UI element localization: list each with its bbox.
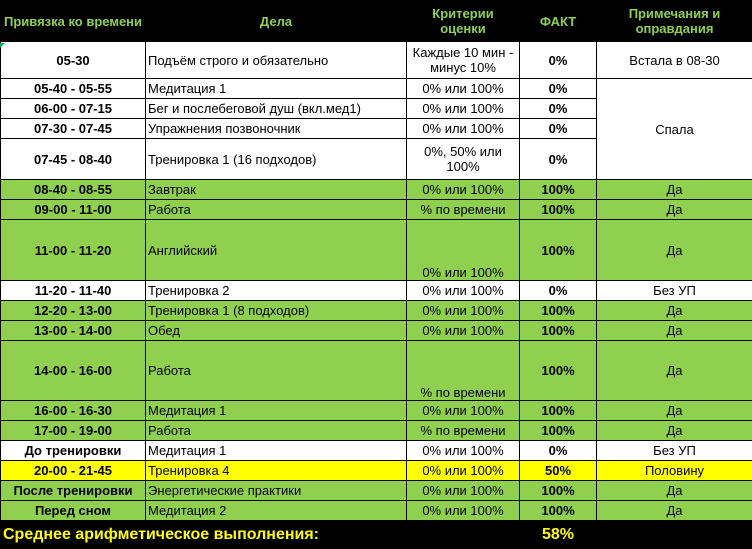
table-row [1, 200, 752, 220]
criteria-cell[interactable]: % по времени [407, 341, 520, 401]
header-row [1, 1, 752, 42]
summary-row [1, 521, 752, 548]
table-row [1, 180, 752, 200]
note-cell[interactable]: Да [597, 481, 752, 501]
time-cell[interactable]: Перед сном [1, 501, 146, 521]
criteria-cell[interactable]: 0% или 100% [407, 220, 520, 281]
task-cell[interactable]: Завтрак [146, 180, 407, 200]
header-fact: ФАКТ [520, 1, 597, 42]
criteria-cell[interactable]: 0% или 100% [407, 99, 520, 119]
time-cell[interactable]: 06-00 - 07-15 [1, 99, 146, 119]
fact-cell[interactable]: 100% [520, 501, 597, 521]
fact-cell[interactable]: 100% [520, 401, 597, 421]
table-row [1, 441, 752, 461]
time-cell[interactable]: 14-00 - 16-00 [1, 341, 146, 401]
note-cell[interactable]: Без УП [597, 441, 752, 461]
fact-cell[interactable]: 100% [520, 481, 597, 501]
criteria-cell[interactable]: % по времени [407, 200, 520, 220]
note-cell[interactable]: Без УП [597, 281, 752, 301]
time-cell[interactable]: После тренировки [1, 481, 146, 501]
note-cell-merged[interactable]: Спала [597, 79, 752, 180]
criteria-cell[interactable]: 0% или 100% [407, 281, 520, 301]
time-cell[interactable]: 08-40 - 08-55 [1, 180, 146, 200]
note-cell[interactable]: Да [597, 200, 752, 220]
task-cell[interactable]: Медитация 1 [146, 79, 407, 99]
criteria-cell[interactable]: 0% или 100% [407, 79, 520, 99]
fact-cell[interactable]: 100% [520, 180, 597, 200]
summary-label: Среднее арифметическое выполнения: [1, 521, 520, 548]
fact-cell[interactable]: 0% [520, 42, 597, 79]
note-cell[interactable]: Половину [597, 461, 752, 481]
note-cell[interactable]: Встала в 08-30 [597, 42, 752, 79]
task-cell[interactable]: Медитация 1 [146, 401, 407, 421]
criteria-cell[interactable]: 0% или 100% [407, 501, 520, 521]
note-cell[interactable]: Да [597, 501, 752, 521]
fact-cell[interactable]: 0% [520, 139, 597, 180]
criteria-cell[interactable]: 0% или 100% [407, 481, 520, 501]
time-cell[interactable]: 16-00 - 16-30 [1, 401, 146, 421]
task-cell[interactable]: Работа [146, 200, 407, 220]
cell-marker [0, 43, 5, 48]
criteria-cell[interactable]: 0% или 100% [407, 301, 520, 321]
table-row [1, 281, 752, 301]
task-cell[interactable]: Подъём строго и обязательно [146, 42, 407, 79]
time-cell[interactable]: 20-00 - 21-45 [1, 461, 146, 481]
task-cell[interactable]: Энергетические практики [146, 481, 407, 501]
note-cell[interactable]: Да [597, 401, 752, 421]
note-cell[interactable]: Да [597, 421, 752, 441]
time-cell[interactable]: 17-00 - 19-00 [1, 421, 146, 441]
note-cell[interactable]: Да [597, 321, 752, 341]
task-cell[interactable]: Бег и послебеговой душ (вкл.мед1) [146, 99, 407, 119]
note-cell[interactable]: Да [597, 180, 752, 200]
summary-value: 58% [520, 521, 597, 548]
table-row [1, 220, 752, 281]
fact-cell[interactable]: 0% [520, 119, 597, 139]
time-cell[interactable]: 13-00 - 14-00 [1, 321, 146, 341]
task-cell[interactable]: Тренировка 2 [146, 281, 407, 301]
criteria-cell[interactable]: 0% или 100% [407, 180, 520, 200]
criteria-cell[interactable]: 0% или 100% [407, 461, 520, 481]
header-notes: Примечания и оправдания [597, 1, 752, 42]
note-cell[interactable]: Да [597, 341, 752, 401]
table-row [1, 401, 752, 421]
time-cell[interactable]: До тренировки [1, 441, 146, 461]
criteria-cell[interactable]: 0%, 50% или 100% [407, 139, 520, 180]
table-row [1, 79, 752, 99]
task-cell[interactable]: Тренировка 1 (8 подходов) [146, 301, 407, 321]
time-cell[interactable]: 07-30 - 07-45 [1, 119, 146, 139]
criteria-cell[interactable]: 0% или 100% [407, 321, 520, 341]
fact-cell[interactable]: 0% [520, 281, 597, 301]
task-cell[interactable]: Работа [146, 421, 407, 441]
time-cell[interactable]: 07-45 - 08-40 [1, 139, 146, 180]
task-cell[interactable]: Английский [146, 220, 407, 281]
header-criteria: Критерии оценки [407, 1, 520, 42]
table-row [1, 501, 752, 521]
criteria-cell[interactable]: 0% или 100% [407, 119, 520, 139]
task-cell[interactable]: Медитация 2 [146, 501, 407, 521]
task-cell[interactable]: Тренировка 1 (16 подходов) [146, 139, 407, 180]
header-task: Дела [146, 1, 407, 42]
criteria-cell[interactable]: Каждые 10 мин - минус 10% [407, 42, 520, 79]
note-cell[interactable]: Да [597, 301, 752, 321]
fact-cell[interactable]: 100% [520, 321, 597, 341]
time-cell[interactable]: 12-20 - 13-00 [1, 301, 146, 321]
table-row [1, 481, 752, 501]
task-cell[interactable]: Тренировка 4 [146, 461, 407, 481]
task-cell[interactable]: Обед [146, 321, 407, 341]
fact-cell[interactable]: 0% [520, 99, 597, 119]
fact-cell[interactable]: 100% [520, 421, 597, 441]
table-row [1, 421, 752, 441]
time-cell[interactable]: 11-20 - 11-40 [1, 281, 146, 301]
criteria-cell[interactable]: 0% или 100% [407, 401, 520, 421]
fact-cell[interactable]: 0% [520, 441, 597, 461]
table-row [1, 341, 752, 401]
fact-cell[interactable]: 100% [520, 341, 597, 401]
time-cell[interactable]: 05-40 - 05-55 [1, 79, 146, 99]
time-cell[interactable]: 11-00 - 11-20 [1, 220, 146, 281]
table-row [1, 301, 752, 321]
criteria-cell[interactable]: % по времени [407, 421, 520, 441]
table-row [1, 461, 752, 481]
time-cell[interactable]: 09-00 - 11-00 [1, 200, 146, 220]
task-cell[interactable]: Работа [146, 341, 407, 401]
fact-cell[interactable]: 100% [520, 200, 597, 220]
criteria-cell[interactable]: 0% или 100% [407, 441, 520, 461]
note-cell[interactable]: Да [597, 220, 752, 281]
fact-cell[interactable]: 100% [520, 220, 597, 281]
header-time: Привязка ко времени [1, 1, 146, 42]
fact-cell[interactable]: 100% [520, 301, 597, 321]
task-cell[interactable]: Упражнения позвоночник [146, 119, 407, 139]
table-row [1, 42, 752, 79]
summary-empty [597, 521, 752, 548]
fact-cell[interactable]: 0% [520, 79, 597, 99]
table-row [1, 321, 752, 341]
fact-cell[interactable]: 50% [520, 461, 597, 481]
time-cell[interactable]: 05-30 [1, 42, 146, 79]
task-cell[interactable]: Медитация 1 [146, 441, 407, 461]
